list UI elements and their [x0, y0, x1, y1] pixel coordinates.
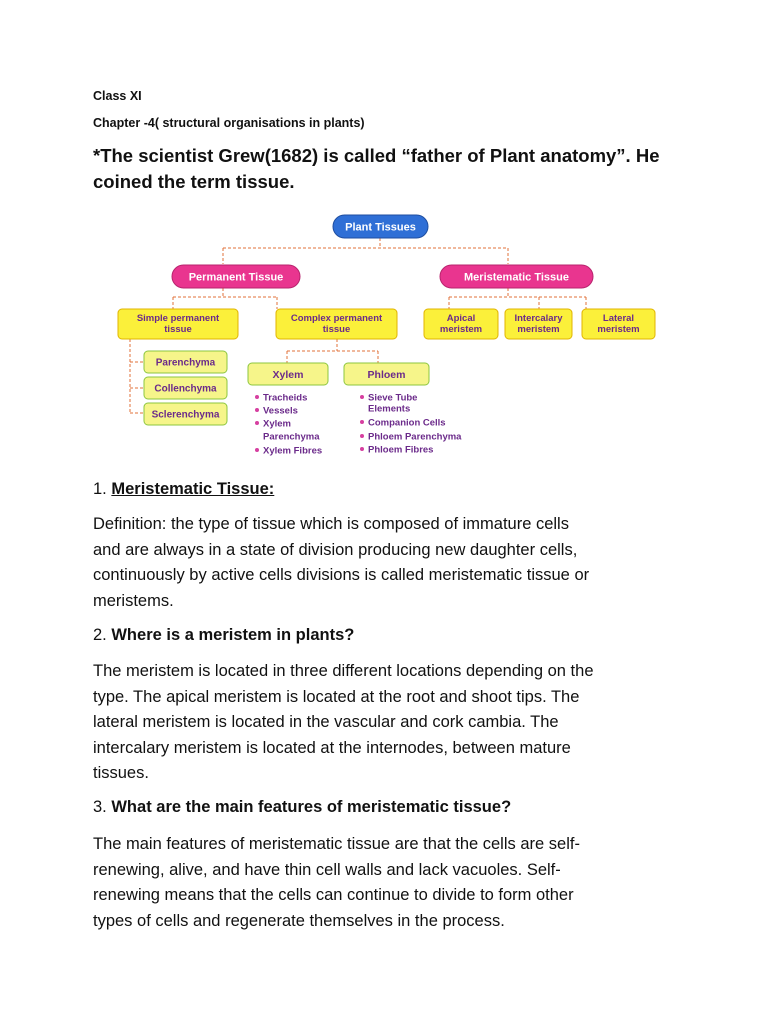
intro-line-2: coined the term tissue.: [93, 171, 295, 192]
phloem-item: Phloem Fibres: [368, 444, 434, 456]
section-title: Meristematic Tissue:: [111, 480, 275, 498]
section-number: 1.: [93, 480, 107, 498]
body-line: renewing, alive, and have thin cell walls and lack vacuoles. Self-: [93, 860, 561, 879]
xylem-item: Xylem: [263, 418, 291, 430]
chapter-title: Chapter -4( structural organisations in plants): [93, 116, 365, 130]
parenchyma-node: [144, 351, 227, 373]
section-heading-3: [93, 798, 511, 817]
complex-permanent-node: [276, 309, 397, 339]
simple-label-2: tissue: [164, 324, 192, 335]
bullet-icon: [255, 395, 259, 399]
bullet-icon: [255, 408, 259, 412]
body-line: types of cells and regenerate themselves in the process.: [93, 911, 505, 930]
xylem-label: Xylem: [272, 369, 304, 381]
body-line: renewing means that the cells can continue to divide to form other: [93, 886, 574, 904]
section-title: What are the main features of meristematic tissue?: [111, 798, 512, 816]
section-title: Where is a meristem in plants?: [111, 626, 355, 644]
phloem-item: Elements: [368, 403, 411, 415]
xylem-item: Parenchyma: [263, 431, 320, 443]
phloem-item: Sieve Tube: [368, 392, 418, 404]
phloem-item: Companion Cells: [368, 417, 446, 429]
phloem-label: Phloem: [367, 369, 406, 381]
phloem-items-list: [360, 393, 462, 456]
complex-label-1: Complex permanent: [290, 313, 383, 324]
intercalary-label-1: Intercalary: [514, 313, 563, 324]
apical-meristem-node: [424, 309, 498, 339]
section-heading-2: [93, 626, 354, 645]
plant-tissues-diagram: [110, 208, 670, 468]
meristematic-label: Meristematic Tissue: [464, 271, 569, 284]
body-line: and are always in a state of division producing new daughter cells,: [93, 540, 578, 559]
root-label: Plant Tissues: [345, 221, 416, 234]
parenchyma-label: Parenchyma: [155, 357, 216, 369]
bullet-icon: [360, 395, 364, 399]
lateral-label-2: meristem: [597, 324, 640, 335]
body-line: meristems.: [93, 591, 174, 610]
intro-line-1: *The scientist Grew(1682) is called “father of Plant anatomy”. He: [93, 145, 660, 166]
root-node: [333, 215, 428, 238]
complex-label-2: tissue: [322, 324, 351, 335]
xylem-item: Xylem Fibres: [263, 445, 323, 457]
body-line: type. The apical meristem is located at the root and shoot tips. The: [93, 687, 580, 706]
meristematic-tissue-node: [440, 265, 593, 288]
section-number: 2.: [93, 626, 107, 644]
bullet-icon: [255, 421, 259, 425]
apical-label-2: meristem: [439, 324, 483, 335]
body-line: continuously by active cells divisions is called meristematic tissue or: [93, 566, 590, 584]
section-number: 3.: [93, 798, 107, 816]
xylem-item: Vessels: [263, 405, 298, 417]
permanent-label: Permanent Tissue: [188, 271, 284, 284]
lateral-label-1: Lateral: [602, 313, 635, 324]
section-body-2: [93, 659, 693, 787]
bullet-icon: [360, 434, 364, 438]
intro-statement: [93, 143, 693, 195]
body-line: The main features of meristematic tissue are that the cells are self-: [93, 835, 580, 853]
collenchyma-node: [144, 377, 227, 399]
body-line: lateral meristem is located in the vascular and cork cambia. The: [93, 713, 559, 731]
permanent-tissue-node: [172, 265, 300, 288]
simple-permanent-node: [118, 309, 238, 339]
phloem-node: [344, 363, 429, 385]
section-body-1: [93, 512, 693, 614]
class-label: Class XI: [93, 89, 142, 103]
body-line: The meristem is located in three different locations depending on the: [93, 662, 594, 680]
xylem-items-list: [255, 393, 322, 457]
intercalary-label-2: meristem: [517, 324, 560, 335]
xylem-item: Tracheids: [263, 392, 308, 404]
simple-label-1: Simple permanent: [136, 313, 220, 324]
section-heading-1: [93, 480, 274, 499]
collenchyma-label: Collenchyma: [154, 383, 217, 395]
body-line: intercalary meristem is located at the internodes, between mature: [93, 738, 571, 757]
section-body-3: [93, 832, 693, 934]
xylem-node: [248, 363, 328, 385]
intercalary-meristem-node: [505, 309, 572, 339]
bullet-icon: [360, 447, 364, 451]
lateral-meristem-node: [582, 309, 655, 339]
body-line: tissues.: [93, 764, 149, 782]
sclerenchyma-label: Sclerenchyma: [151, 409, 220, 421]
sclerenchyma-node: [144, 403, 227, 425]
phloem-item: Phloem Parenchyma: [368, 431, 462, 443]
bullet-icon: [255, 448, 259, 452]
bullet-icon: [360, 420, 364, 424]
apical-label-1: Apical: [446, 313, 476, 324]
body-line: Definition: the type of tissue which is composed of immature cells: [93, 515, 569, 533]
